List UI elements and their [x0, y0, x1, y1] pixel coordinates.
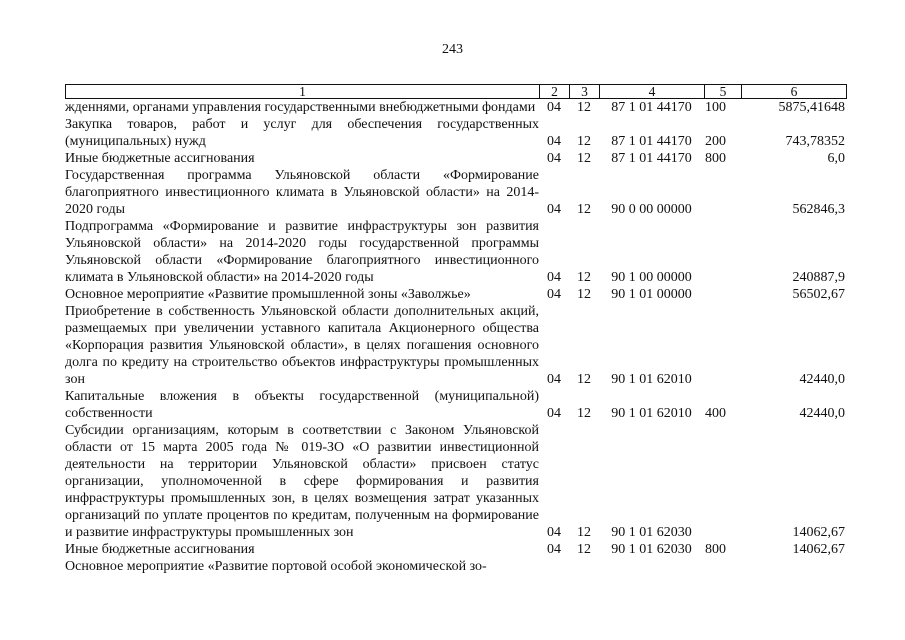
row-target-code: 87 1 01 44170: [611, 134, 692, 149]
row-subsection: 12: [577, 100, 591, 115]
row-expense-type: 800: [705, 151, 726, 166]
row-name: Основное мероприятие «Развитие промышленной зоны «Заволжье»: [65, 287, 471, 302]
row-target-code: 87 1 01 44170: [611, 151, 692, 166]
row-target-code: 87 1 01 44170: [611, 100, 692, 115]
row-name: Приобретение в собственность Ульяновской области дополнительных акций, размещаемых при увеличении уставного капитала Акционерного общества «Корпорация развития Ульяновской области», в целях погашения основного долга по кредиту на строительство объектов инфраструктуры промышленных зон: [65, 304, 539, 387]
row-target-code: 90 1 01 62010: [611, 406, 692, 421]
budget-table: [65, 84, 847, 575]
row-section: 04: [547, 270, 561, 285]
row-amount: 14062,67: [792, 542, 845, 557]
row-target-code: 90 1 00 00000: [611, 270, 692, 285]
row-name: Иные бюджетные ассигнования: [65, 151, 255, 166]
row-amount: 42440,0: [799, 406, 845, 421]
row-section: 04: [547, 372, 561, 387]
row-name: Закупка товаров, работ и услуг для обеспечения государственных (муниципальных) нужд: [65, 117, 539, 149]
table-row: [65, 422, 847, 541]
header-col-1: 1: [66, 85, 540, 98]
table-row: [65, 558, 847, 575]
table-row: [65, 150, 847, 167]
row-amount: 56502,67: [792, 287, 845, 302]
header-col-4: 4: [600, 85, 705, 98]
row-subsection: 12: [577, 525, 591, 540]
row-amount: 42440,0: [799, 372, 845, 387]
row-name: Иные бюджетные ассигнования: [65, 542, 255, 557]
row-target-code: 90 1 01 00000: [611, 287, 692, 302]
header-col-5: 5: [705, 85, 742, 98]
row-name: Государственная программа Ульяновской области «Формирование благоприятного инвестиционного климата в Ульяновской области» на 2014-2020 годы: [65, 168, 539, 217]
row-amount: 240887,9: [792, 270, 845, 285]
row-section: 04: [547, 542, 561, 557]
table-row: [65, 541, 847, 558]
row-section: 04: [547, 406, 561, 421]
row-name: Субсидии организациям, которым в соответствии с Законом Ульяновской области от 15 марта 2005 года № 019-ЗО «О развитии инвестиционной деятельности на территории Ульяновской области» присвоен статус организации, уполномоченной в сфере формирования и развития инфраструктуры промышленных зон, в целях возмещения затрат указанных организаций по уплате процентов по кредитам, полученным на формирование и развитие инфраструктуры промышленных зон: [65, 423, 539, 540]
row-expense-type: 400: [705, 406, 726, 421]
table-row: [65, 167, 847, 218]
row-target-code: 90 1 01 62030: [611, 525, 692, 540]
row-subsection: 12: [577, 270, 591, 285]
table-row: [65, 388, 847, 422]
table-row: [65, 99, 847, 116]
row-target-code: 90 1 01 62030: [611, 542, 692, 557]
row-section: 04: [547, 202, 561, 217]
row-expense-type: 200: [705, 134, 726, 149]
row-section: 04: [547, 134, 561, 149]
row-name: жденнями, органами управления государственными внебюджетными фондами: [65, 100, 536, 115]
row-subsection: 12: [577, 151, 591, 166]
row-amount: 5875,41648: [778, 100, 845, 115]
row-subsection: 12: [577, 372, 591, 387]
row-subsection: 12: [577, 202, 591, 217]
table-header: [65, 84, 847, 99]
row-name: Основное мероприятие «Развитие портовой особой экономической зо-: [65, 559, 487, 574]
row-section: 04: [547, 100, 561, 115]
table-row: [65, 303, 847, 388]
header-col-2: 2: [540, 85, 570, 98]
header-col-6: 6: [790, 84, 798, 99]
row-amount: 562846,3: [792, 202, 845, 217]
header-col-3: 3: [570, 85, 600, 98]
row-subsection: 12: [577, 134, 591, 149]
row-target-code: 90 1 01 62010: [611, 372, 692, 387]
row-amount: 6,0: [827, 151, 845, 166]
row-expense-type: 800: [705, 542, 726, 557]
row-target-code: 90 0 00 00000: [611, 202, 692, 217]
row-subsection: 12: [577, 542, 591, 557]
page-number: 243: [442, 42, 463, 57]
table-row: [65, 286, 847, 303]
table-row: [65, 218, 847, 286]
row-section: 04: [547, 151, 561, 166]
row-name: Подпрограмма «Формирование и развитие инфраструктуры зон развития Ульяновской области» на 2014-2020 годы государственной программы Ульяновской области «Формирование благоприятного инвестиционного климата в Ульяновской области» на 2014-2020 годы: [65, 219, 539, 285]
row-amount: 14062,67: [792, 525, 845, 540]
row-name: Капитальные вложения в объекты государственной (муниципальной) собственности: [65, 389, 539, 421]
row-amount: 743,78352: [785, 134, 845, 149]
row-subsection: 12: [577, 287, 591, 302]
row-expense-type: 100: [705, 100, 726, 115]
row-subsection: 12: [577, 406, 591, 421]
table-row: [65, 116, 847, 150]
row-section: 04: [547, 525, 561, 540]
row-section: 04: [547, 287, 561, 302]
